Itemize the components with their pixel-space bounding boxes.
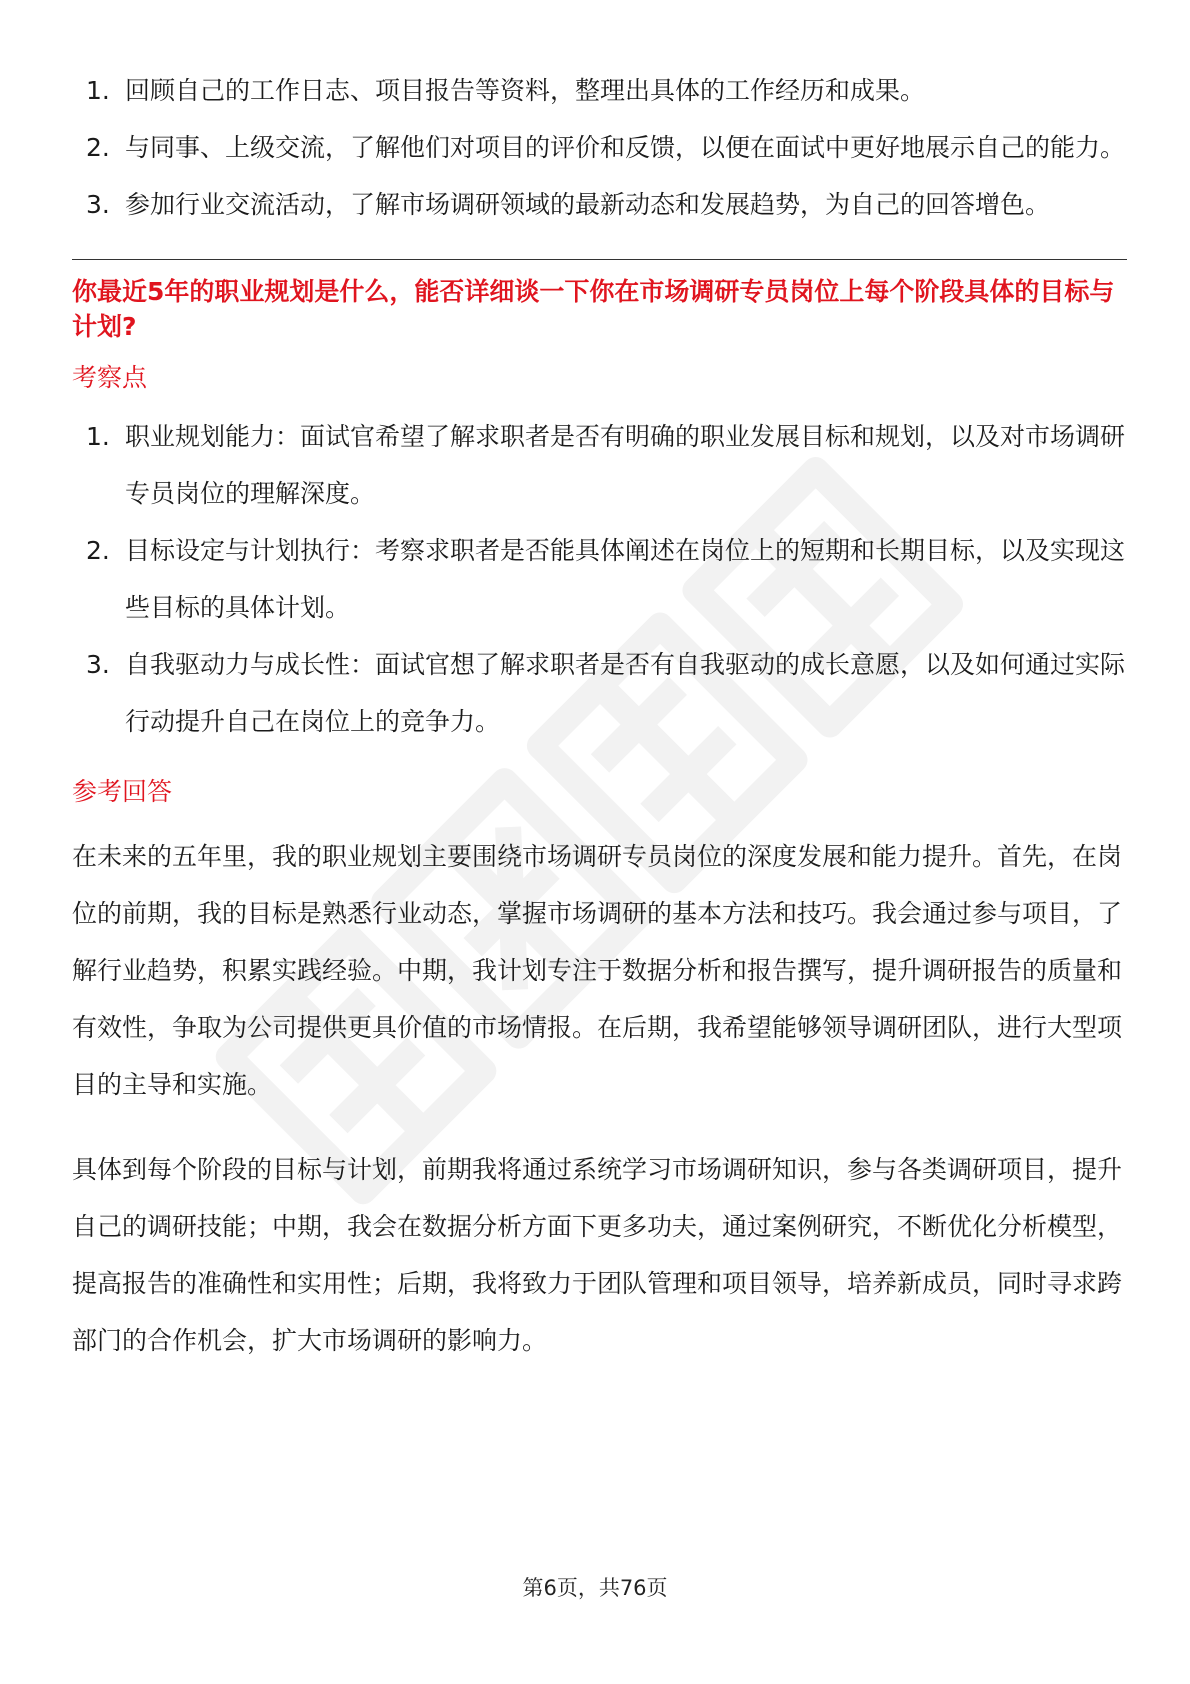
list-number: 2. [86, 133, 110, 162]
list-number: 1. [86, 422, 110, 451]
interview-question: 你最近5年的职业规划是什么，能否详细谈一下你在市场调研专员岗位上每个阶段具体的目标与计划? [72, 277, 1115, 341]
list-item-text: 与同事、上级交流，了解他们对项目的评价和反馈，以便在面试中更好地展示自己的能力。 [125, 133, 1126, 162]
list-item [72, 176, 1127, 233]
list-number: 3. [86, 650, 110, 679]
answer-heading: 参考回答 [72, 777, 173, 806]
kaochadian-list [72, 408, 1127, 750]
list-number: 1. [86, 76, 110, 105]
list-item [72, 636, 1127, 750]
list-item-text: 目标设定与计划执行：考察求职者是否能具体阐述在岗位上的短期和长期目标，以及实现这些目标的具体计划。 [125, 536, 1126, 622]
list-item-text: 参加行业交流活动，了解市场调研领域的最新动态和发展趋势，为自己的回答增色。 [125, 190, 1051, 219]
list-item-text: 职业规划能力：面试官希望了解求职者是否有明确的职业发展目标和规划，以及对市场调研专员岗位的理解深度。 [125, 422, 1126, 508]
page-content [72, 62, 1127, 1369]
answer-paragraph: 具体到每个阶段的目标与计划，前期我将通过系统学习市场调研知识，参与各类调研项目，提升自己的调研技能；中期，我会在数据分析方面下更多功夫，通过案例研究，不断优化分析模型，提高报告的准确性和实用性；后期，我将致力于团队管理和项目领导，培养新成员，同时寻求跨部门的合作机会，扩大市场调研的影响力。 [72, 1155, 1123, 1355]
list-item [72, 522, 1127, 636]
list-number: 2. [86, 536, 110, 565]
list-number: 3. [86, 190, 110, 219]
kaochadian-heading: 考察点 [72, 363, 148, 392]
list-item [72, 408, 1127, 522]
section-divider [72, 259, 1127, 260]
list-item [72, 62, 1127, 119]
page-footer: 第6页，共76页 [522, 1576, 668, 1600]
list-item-text: 回顾自己的工作日志、项目报告等资料，整理出具体的工作经历和成果。 [125, 76, 926, 105]
list-item-text: 自我驱动力与成长性：面试官想了解求职者是否有自我驱动的成长意愿，以及如何通过实际行动提升自己在岗位上的竞争力。 [125, 650, 1126, 736]
list-item [72, 119, 1127, 176]
top-list [72, 62, 1127, 233]
answer-paragraph: 在未来的五年里，我的职业规划主要围绕市场调研专员岗位的深度发展和能力提升。首先，在岗位的前期，我的目标是熟悉行业动态，掌握市场调研的基本方法和技巧。我会通过参与项目，了解行业趋势，积累实践经验。中期，我计划专注于数据分析和报告撰写，提升调研报告的质量和有效性，争取为公司提供更具价值的市场情报。在后期，我希望能够领导调研团队，进行大型项目的主导和实施。 [72, 842, 1123, 1099]
